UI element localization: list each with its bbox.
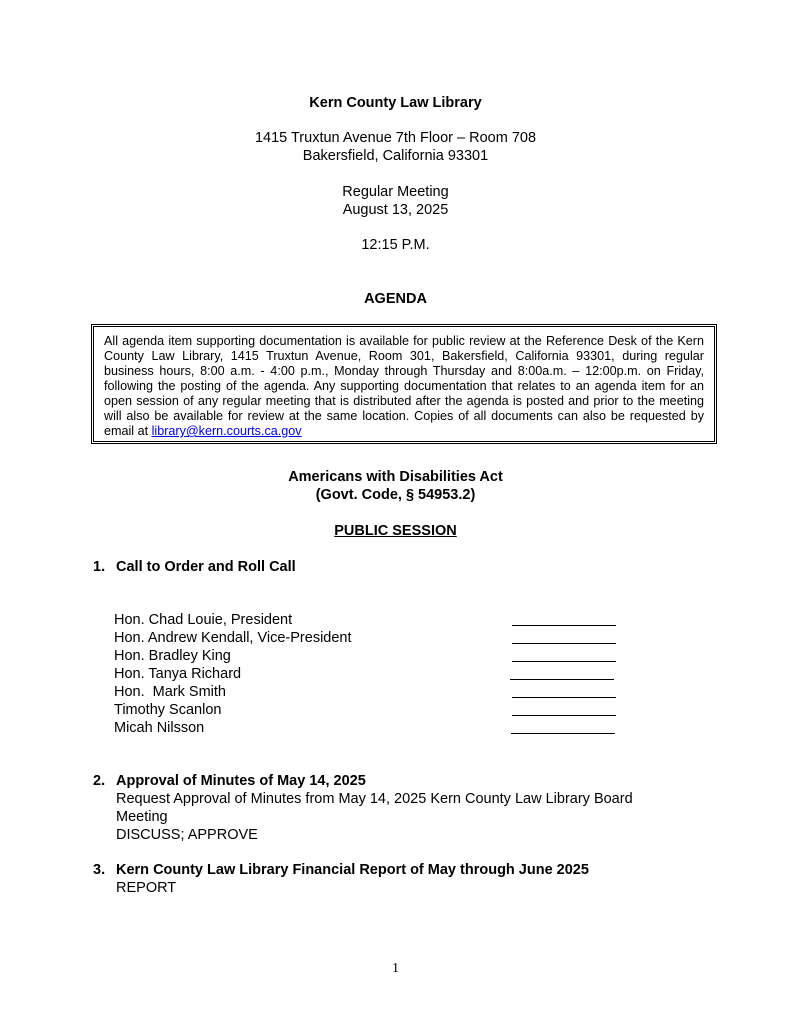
- roll-call-row: [114, 647, 634, 665]
- roll-call-row: [114, 701, 634, 719]
- item-title: Kern County Law Library Financial Report of May through June 2025: [116, 862, 589, 878]
- roll-call-list: [114, 611, 634, 737]
- attendance-line: [512, 661, 616, 662]
- meeting-time: 12:15 P.M.: [361, 237, 430, 253]
- member-name: Hon. Bradley King: [114, 648, 231, 664]
- item-title: Call to Order and Roll Call: [116, 559, 296, 575]
- attendance-line: [512, 643, 616, 644]
- roll-call-row: [114, 719, 634, 737]
- library-email-link[interactable]: library@kern.courts.ca.gov: [151, 424, 302, 438]
- address-line-2: Bakersfield, California 93301: [302, 148, 489, 164]
- ada-heading: Americans with Disabilities Act: [288, 469, 503, 485]
- attendance-line: [512, 625, 616, 626]
- meeting-date: August 13, 2025: [342, 202, 449, 218]
- public-review-notice: [91, 324, 717, 444]
- roll-call-row: [114, 683, 634, 701]
- roll-call-row: [114, 629, 634, 647]
- item-title: Approval of Minutes of May 14, 2025: [116, 773, 366, 789]
- meeting-type: Regular Meeting: [342, 184, 449, 200]
- org-name: Kern County Law Library: [309, 95, 482, 111]
- attendance-line: [512, 715, 616, 716]
- item-description: Request Approval of Minutes from May 14, 2025 Kern County Law Library Board Meeting: [116, 791, 633, 825]
- session-title: [0, 522, 791, 540]
- item-number: 2.: [93, 773, 106, 789]
- item-action: DISCUSS; APPROVE: [116, 827, 258, 843]
- notice-text: All agenda item supporting documentation is available for public review at the Reference Desk of the Kern County Law Library, 1415 Truxtun Avenue, Room 301, Bakersfield, California 93301, during regular business hours, 8:00 a.m. - 4:00 p.m., Monday through Thursday and 8:00a.m. – 12:00p.m. on Friday, following the posting of the agenda. Any supporting documentation that relates to an agenda item for an open session of any regular meeting that is distributed after the agenda is posted and prior to the meeting will also be available for review at the same location. Copies of all documents can also be requested by email at: [104, 334, 704, 438]
- member-name: Timothy Scanlon: [114, 702, 222, 718]
- roll-call-row: [114, 665, 634, 683]
- attendance-line: [511, 733, 615, 734]
- member-name: Hon. Tanya Richard: [114, 666, 242, 682]
- member-name: Hon. Mark Smith: [114, 684, 226, 700]
- member-name: Hon. Chad Louie, President: [114, 612, 293, 628]
- roll-call-row: [114, 611, 634, 629]
- item-number: 1.: [93, 559, 106, 575]
- address-line-1: 1415 Truxtun Avenue 7th Floor – Room 708: [254, 130, 537, 146]
- item-action: REPORT: [116, 880, 177, 896]
- session-title-text: PUBLIC SESSION: [334, 523, 457, 539]
- member-name: Micah Nilsson: [114, 720, 205, 736]
- attendance-line: [512, 697, 616, 698]
- item-number: 3.: [93, 862, 106, 878]
- member-name: Hon. Andrew Kendall, Vice-President: [114, 630, 352, 646]
- page-number: 1: [392, 961, 399, 976]
- attendance-line: [510, 679, 614, 680]
- ada-code: (Govt. Code, § 54953.2): [315, 487, 476, 503]
- agenda-title: AGENDA: [364, 291, 427, 307]
